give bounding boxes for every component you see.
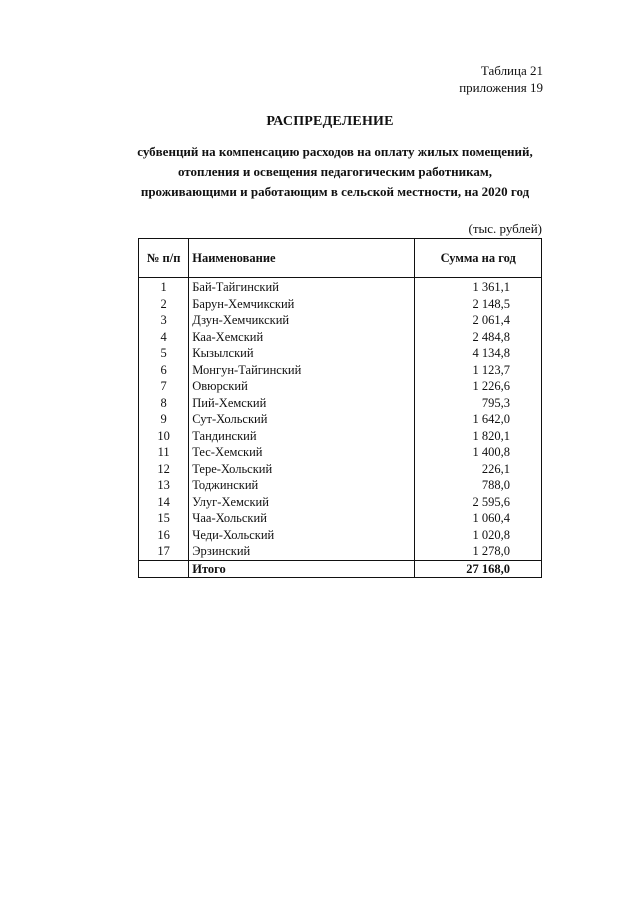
table-row bbox=[139, 477, 542, 494]
row-sum: 1 820,1 bbox=[415, 428, 542, 445]
column-header-number: № п/п bbox=[139, 239, 189, 278]
row-name: Эрзинский bbox=[189, 543, 415, 560]
table-row bbox=[139, 510, 542, 527]
row-sum: 2 061,4 bbox=[415, 312, 542, 329]
row-name: Каа-Хемский bbox=[189, 329, 415, 346]
row-number: 8 bbox=[139, 395, 189, 412]
table-header-row bbox=[139, 239, 542, 278]
subtitle-line-1: субвенций на компенсацию расходов на оплату жилых помещений, bbox=[137, 144, 533, 159]
row-number: 13 bbox=[139, 477, 189, 494]
table-total-row bbox=[139, 560, 542, 578]
row-sum: 1 642,0 bbox=[415, 411, 542, 428]
table-row bbox=[139, 312, 542, 329]
total-number-cell bbox=[139, 560, 189, 578]
table-row bbox=[139, 527, 542, 544]
table-row bbox=[139, 296, 542, 313]
row-name: Дзун-Хемчикский bbox=[189, 312, 415, 329]
table-row bbox=[139, 278, 542, 296]
row-number: 7 bbox=[139, 378, 189, 395]
row-name: Тоджинский bbox=[189, 477, 415, 494]
row-name: Тере-Хольский bbox=[189, 461, 415, 478]
row-number: 2 bbox=[139, 296, 189, 313]
table-row bbox=[139, 461, 542, 478]
row-name: Бай-Тайгинский bbox=[189, 278, 415, 296]
row-name: Тес-Хемский bbox=[189, 444, 415, 461]
table-reference bbox=[459, 62, 543, 96]
row-number: 15 bbox=[139, 510, 189, 527]
table-row bbox=[139, 345, 542, 362]
document-subtitle bbox=[100, 142, 570, 202]
distribution-table bbox=[138, 238, 542, 578]
subtitle-line-3: проживающими и работающим в сельской местности, на 2020 год bbox=[140, 184, 530, 199]
row-sum: 1 020,8 bbox=[415, 527, 542, 544]
table-row bbox=[139, 362, 542, 379]
row-name: Сут-Хольский bbox=[189, 411, 415, 428]
reference-line-table: Таблица 21 bbox=[480, 63, 543, 78]
row-number: 3 bbox=[139, 312, 189, 329]
subtitle-line-2: отопления и освещения педагогическим работникам, bbox=[177, 164, 493, 179]
row-name: Чаа-Хольский bbox=[189, 510, 415, 527]
row-name: Барун-Хемчикский bbox=[189, 296, 415, 313]
row-number: 1 bbox=[139, 278, 189, 296]
table-row bbox=[139, 428, 542, 445]
row-number: 17 bbox=[139, 543, 189, 560]
row-number: 6 bbox=[139, 362, 189, 379]
row-number: 9 bbox=[139, 411, 189, 428]
row-name: Овюрский bbox=[189, 378, 415, 395]
row-number: 14 bbox=[139, 494, 189, 511]
table-row bbox=[139, 395, 542, 412]
row-name: Улуг-Хемский bbox=[189, 494, 415, 511]
row-name: Чеди-Хольский bbox=[189, 527, 415, 544]
units-note: (тыс. рублей) bbox=[468, 221, 542, 236]
row-sum: 795,3 bbox=[415, 395, 542, 412]
row-number: 5 bbox=[139, 345, 189, 362]
row-name: Кызылский bbox=[189, 345, 415, 362]
row-sum: 1 060,4 bbox=[415, 510, 542, 527]
row-number: 16 bbox=[139, 527, 189, 544]
reference-line-appendix: приложения 19 bbox=[459, 80, 543, 95]
row-sum: 1 123,7 bbox=[415, 362, 542, 379]
row-number: 4 bbox=[139, 329, 189, 346]
table-row bbox=[139, 494, 542, 511]
row-number: 11 bbox=[139, 444, 189, 461]
row-number: 10 bbox=[139, 428, 189, 445]
row-name: Пий-Хемский bbox=[189, 395, 415, 412]
document-title: РАСПРЕДЕЛЕНИЕ bbox=[266, 114, 394, 129]
row-sum: 4 134,8 bbox=[415, 345, 542, 362]
row-sum: 2 148,5 bbox=[415, 296, 542, 313]
table-row bbox=[139, 411, 542, 428]
row-sum: 1 400,8 bbox=[415, 444, 542, 461]
table-row bbox=[139, 329, 542, 346]
row-sum: 1 278,0 bbox=[415, 543, 542, 560]
row-sum: 1 361,1 bbox=[415, 278, 542, 296]
row-number: 12 bbox=[139, 461, 189, 478]
row-sum: 788,0 bbox=[415, 477, 542, 494]
total-sum: 27 168,0 bbox=[415, 560, 542, 578]
column-header-sum: Сумма на год bbox=[415, 239, 542, 278]
table-row bbox=[139, 543, 542, 560]
table-row bbox=[139, 378, 542, 395]
total-label: Итого bbox=[189, 560, 415, 578]
table-row bbox=[139, 444, 542, 461]
row-name: Монгун-Тайгинский bbox=[189, 362, 415, 379]
column-header-name: Наименование bbox=[189, 239, 415, 278]
row-sum: 1 226,6 bbox=[415, 378, 542, 395]
table-body bbox=[139, 278, 542, 561]
row-sum: 2 484,8 bbox=[415, 329, 542, 346]
row-sum: 2 595,6 bbox=[415, 494, 542, 511]
row-name: Тандинский bbox=[189, 428, 415, 445]
row-sum: 226,1 bbox=[415, 461, 542, 478]
